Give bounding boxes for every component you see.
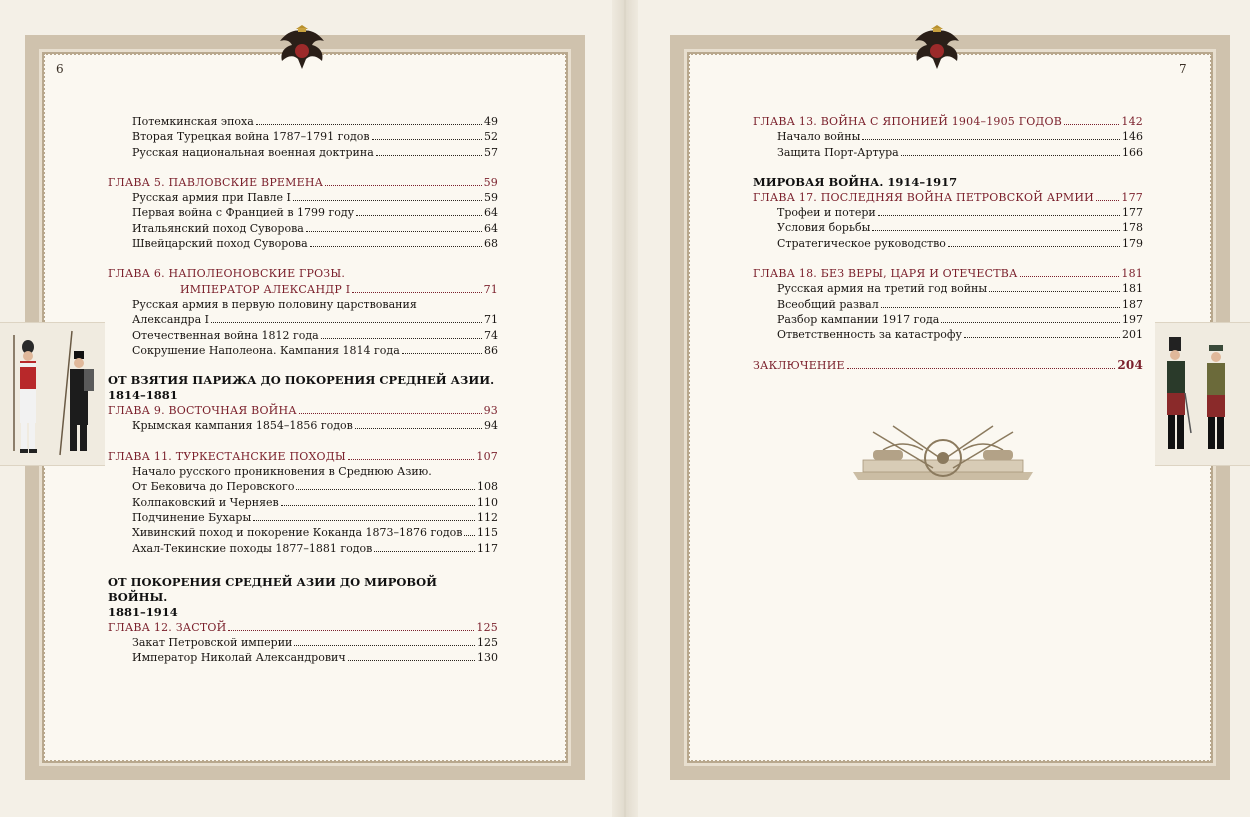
dot-leader <box>1096 200 1119 201</box>
toc-subentry <box>108 205 498 220</box>
toc-entry-title: Русская армия на третий год войны <box>777 282 988 296</box>
toc-entry-title: ГЛАВА 17. ПОСЛЕДНЯЯ ВОЙНА ПЕТРОВСКОЙ АРМИИ <box>753 190 1094 204</box>
toc-subentry <box>108 650 498 665</box>
soldiers-illustration-icon <box>0 322 105 466</box>
toc-subentry <box>753 297 1143 312</box>
toc-entry-title: Потемкинская эпоха <box>132 115 254 128</box>
dot-leader <box>872 230 1120 231</box>
toc-page-number: 112 <box>477 510 498 524</box>
dot-leader <box>256 124 482 125</box>
toc-page-number: 146 <box>1122 130 1143 144</box>
toc-entry-title: От Бековича до Перовского <box>132 480 295 494</box>
toc-page-number: 86 <box>484 343 498 357</box>
toc-subentry <box>753 129 1143 144</box>
toc-entry-title: Сокрушение Наполеона. Кампания 1814 года <box>132 343 400 357</box>
toc-subentry <box>753 205 1143 220</box>
dot-leader <box>901 155 1120 156</box>
toc-entry-title: ЗАКЛЮЧЕНИЕ <box>753 358 845 372</box>
toc-page-number: 177 <box>1122 206 1143 220</box>
toc-section-heading: ОТ ВЗЯТИЯ ПАРИЖА ДО ПОКОРЕНИЯ СРЕДНЕЙ АЗИИ. <box>108 373 495 388</box>
toc-page-number: 187 <box>1122 297 1143 311</box>
toc-entry-title: ГЛАВА 5. ПАВЛОВСКИЕ ВРЕМЕНА <box>108 175 324 189</box>
dot-leader <box>847 368 1116 369</box>
dot-leader <box>281 505 475 506</box>
dot-leader <box>306 231 482 232</box>
toc-page-number: 178 <box>1122 221 1143 235</box>
toc-entry-title: Всеобщий развал <box>777 297 879 311</box>
toc-subentry <box>108 464 498 479</box>
dot-leader <box>964 337 1120 338</box>
toc-subentry <box>108 236 498 251</box>
toc-subentry <box>108 541 498 556</box>
toc-entry-title: Условия борьбы <box>777 221 871 235</box>
toc-page-number: 71 <box>483 282 498 296</box>
toc-subentry <box>108 635 498 650</box>
toc-subentry <box>108 312 498 327</box>
dot-leader <box>374 551 475 552</box>
toc-subentry <box>108 129 498 144</box>
toc-entry-title: ГЛАВА 12. ЗАСТОЙ <box>108 620 227 634</box>
toc-page-number: 125 <box>476 620 498 634</box>
toc-entry-title: Русская армия при Павле I <box>132 191 291 205</box>
toc-page-number: 130 <box>477 651 498 665</box>
toc-spacer <box>108 556 498 575</box>
toc-page-number: 125 <box>477 636 498 650</box>
dot-leader <box>356 215 482 216</box>
toc-page-number: 115 <box>477 526 498 540</box>
toc-spacer <box>753 160 1143 175</box>
toc-page-number: 181 <box>1122 282 1143 296</box>
dot-leader <box>1064 124 1119 125</box>
dot-leader <box>862 139 1120 140</box>
soldiers-illustration-icon <box>1155 322 1250 466</box>
toc-subentry <box>108 525 498 540</box>
toc-page-number: 59 <box>483 175 498 189</box>
toc-entry-title: ГЛАВА 11. ТУРКЕСТАНСКИЕ ПОХОДЫ <box>108 449 346 463</box>
toc-subentry <box>108 328 498 343</box>
toc-entry-title: Разбор кампании 1917 года <box>777 312 940 326</box>
toc-subentry <box>108 190 498 205</box>
toc-page-number: 64 <box>484 206 498 220</box>
dot-leader <box>989 291 1120 292</box>
toc-entry-title: Император Николай Александрович <box>132 651 346 665</box>
toc-entry-title: Подчинение Бухары <box>132 510 252 524</box>
toc-page-number: 197 <box>1122 312 1143 326</box>
toc-spacer <box>108 434 498 449</box>
dot-leader <box>228 630 474 631</box>
toc-subentry <box>753 236 1143 251</box>
toc-entry-title: ГЛАВА 13. ВОЙНА С ЯПОНИЕЙ 1904–1905 ГОДОВ <box>753 115 1063 128</box>
dot-leader <box>352 292 481 293</box>
dot-leader <box>1020 276 1120 277</box>
toc-entry-title: Колпаковский и Черняев <box>132 495 279 509</box>
toc-subentry <box>108 418 498 433</box>
toc-spacer <box>108 358 498 373</box>
toc-chapter-entry <box>108 175 498 190</box>
toc-entry-title: Стратегическое руководство <box>777 236 946 250</box>
toc-entry-title: ГЛАВА 6. НАПОЛЕОНОВСКИЕ ГРОЗЫ. <box>108 267 346 281</box>
dot-leader <box>402 353 482 354</box>
dot-leader <box>348 459 475 460</box>
toc-page-number: 93 <box>483 404 498 418</box>
dot-leader <box>293 200 482 201</box>
toc-section-heading: 1814–1881 <box>108 388 178 403</box>
double-headed-eagle-crest-icon <box>907 25 967 75</box>
toc-page-number: 49 <box>484 115 498 128</box>
toc-page-number: 110 <box>477 495 498 509</box>
dot-leader <box>376 155 482 156</box>
toc-page-number: 166 <box>1122 145 1143 159</box>
dot-leader <box>321 338 482 339</box>
toc-subentry <box>753 220 1143 235</box>
toc-chapter-entry <box>108 403 498 418</box>
toc-spacer <box>753 251 1143 266</box>
toc-page-number: 177 <box>1121 190 1143 204</box>
toc-page-number: 201 <box>1122 328 1143 342</box>
dot-leader <box>211 322 482 323</box>
toc-page-number: 64 <box>484 221 498 235</box>
toc-subentry <box>753 312 1143 327</box>
toc-spacer <box>753 343 1143 358</box>
toc-subentry <box>753 145 1143 160</box>
toc-subentry <box>108 145 498 160</box>
toc-entry-title: Трофеи и потери <box>777 206 876 220</box>
dot-leader <box>948 246 1120 247</box>
toc-entry-title: Швейцарский поход Суворова <box>132 237 308 251</box>
dot-leader <box>372 139 482 140</box>
toc-subentry <box>108 221 498 236</box>
toc-subentry <box>108 495 498 510</box>
toc-chapter-entry <box>753 114 1143 129</box>
toc-entry-title: Отечественная война 1812 года <box>132 328 319 342</box>
dot-leader <box>348 660 475 661</box>
toc-page-number: 142 <box>1121 115 1143 128</box>
dot-leader <box>355 428 482 429</box>
toc-subentry <box>108 343 498 358</box>
dot-leader <box>325 185 481 186</box>
toc-section-heading: ОТ ПОКОРЕНИЯ СРЕДНЕЙ АЗИИ ДО МИРОВОЙ ВОЙНЫ. <box>108 574 438 604</box>
toc-page-number: 52 <box>484 130 498 144</box>
toc-chapter-entry <box>753 266 1143 281</box>
toc-page-number: 59 <box>484 191 498 205</box>
toc-subentry <box>108 297 498 312</box>
toc-entry-title: Александра I <box>132 313 209 327</box>
toc-page-number: 57 <box>484 145 498 159</box>
right-page <box>625 0 1250 817</box>
toc-page-number: 71 <box>484 313 498 327</box>
toc-entry-title: Первая война с Францией в 1799 году <box>132 206 355 220</box>
toc-chapter-entry <box>108 449 498 464</box>
toc-subentry <box>108 510 498 525</box>
dot-leader <box>310 246 482 247</box>
toc-entry-title: Хивинский поход и покорение Коканда 1873–1876 годов <box>132 526 463 540</box>
toc-conclusion-entry <box>753 358 1143 373</box>
toc-chapter-entry <box>753 190 1143 205</box>
toc-subentry <box>108 479 498 494</box>
toc-subentry <box>753 281 1143 296</box>
toc-entry-title: Вторая Турецкая война 1787–1791 годов <box>132 130 370 144</box>
toc-subentry <box>753 327 1143 342</box>
toc-page-number: 107 <box>476 449 498 463</box>
toc-entry-title: Начало русского проникновения в Среднюю Азию. <box>132 465 432 479</box>
toc-entry-title: ИМПЕРАТОР АЛЕКСАНДР I <box>180 282 351 296</box>
page-number-left: 6 <box>56 62 64 76</box>
toc-entry-title: ГЛАВА 9. ВОСТОЧНАЯ ВОЙНА <box>108 404 297 418</box>
toc-section-heading: МИРОВАЯ ВОЙНА. 1914–1917 <box>753 174 958 189</box>
toc-entry-title: Закат Петровской империи <box>132 636 293 650</box>
table-of-contents-left <box>108 114 498 666</box>
toc-page-number: 179 <box>1122 236 1143 250</box>
toc-entry-title: Ахал-Текинские походы 1877–1881 годов <box>132 541 373 555</box>
toc-page-number: 74 <box>484 328 498 342</box>
dot-leader <box>464 535 475 536</box>
toc-entry-title: Итальянский поход Суворова <box>132 221 304 235</box>
toc-spacer <box>108 160 498 175</box>
dot-leader <box>296 489 475 490</box>
table-of-contents-right <box>753 114 1143 373</box>
double-headed-eagle-crest-icon <box>272 25 332 75</box>
toc-entry-title: Защита Порт-Артура <box>777 145 899 159</box>
dot-leader <box>881 307 1120 308</box>
toc-chapter-entry <box>108 620 498 635</box>
trophy-ornament-icon <box>843 420 1043 490</box>
dot-leader <box>253 520 475 521</box>
toc-page-number: 94 <box>484 419 498 433</box>
toc-page-number: 204 <box>1117 357 1143 372</box>
toc-entry-title: Русская армия в первую половину царствования <box>132 297 417 311</box>
toc-entry-title: Русская национальная военная доктрина <box>132 145 374 159</box>
toc-page-number: 68 <box>484 237 498 251</box>
dot-leader <box>878 215 1120 216</box>
toc-section-heading: 1881–1914 <box>108 604 178 619</box>
toc-page-number: 108 <box>477 480 498 494</box>
dot-leader <box>299 413 482 414</box>
toc-subentry <box>108 114 498 129</box>
toc-page-number: 117 <box>477 541 498 555</box>
toc-entry-title: Крымская кампания 1854–1856 годов <box>132 419 353 433</box>
dot-leader <box>294 645 475 646</box>
page-number-right: 7 <box>1179 62 1187 76</box>
toc-chapter-heading <box>108 266 498 281</box>
toc-chapter-entry <box>108 282 498 297</box>
toc-entry-title: Ответственность за катастрофу <box>777 328 962 342</box>
toc-entry-title: ГЛАВА 18. БЕЗ ВЕРЫ, ЦАРЯ И ОТЕЧЕСТВА <box>753 267 1018 281</box>
toc-spacer <box>108 251 498 266</box>
toc-page-number: 181 <box>1121 267 1143 281</box>
toc-entry-title: Начало войны <box>777 130 861 144</box>
dot-leader <box>941 322 1120 323</box>
